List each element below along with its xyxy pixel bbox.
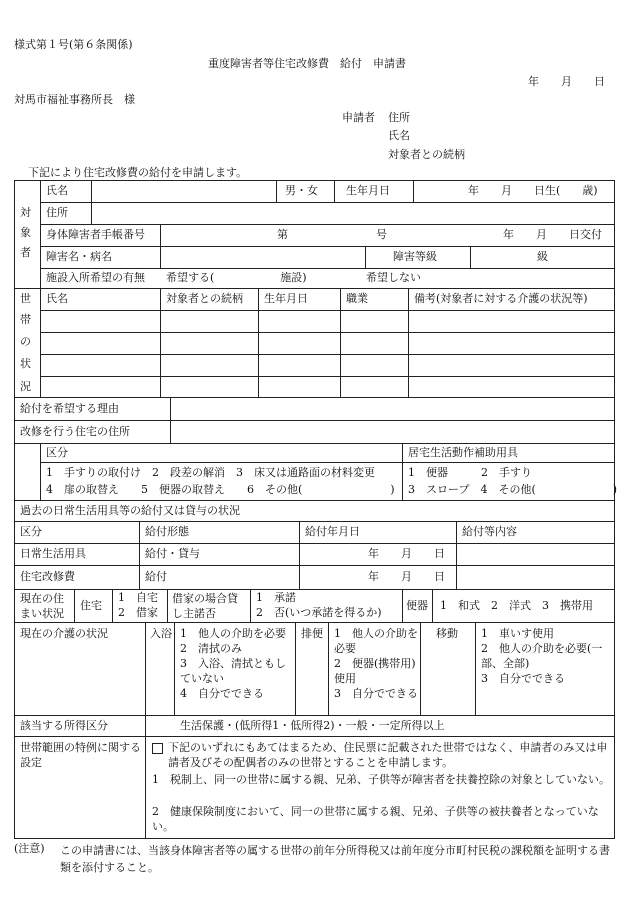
- household-header-birth: 生年月日: [264, 292, 308, 305]
- toilet-label: 便器: [406, 599, 428, 612]
- past-row-1-category: 日常生活用具: [20, 547, 86, 560]
- living-label: 現在の住まい状況: [20, 592, 64, 620]
- landlord-label: 借家の場合貸し主諾否: [172, 592, 238, 620]
- bath-option-2[interactable]: 2 清拭のみ: [180, 642, 242, 655]
- category-options-line1[interactable]: 1 手すりの取付け 2 段差の解消 3 床又は通路面の材料変更: [46, 466, 375, 479]
- issue-date-field[interactable]: 年 月 日交付: [503, 228, 602, 241]
- subject-name-label: 氏名: [46, 184, 68, 197]
- household-header-name: 氏名: [46, 292, 68, 305]
- category-label: 区分: [46, 446, 68, 459]
- category-options-line2[interactable]: 4 扉の取替え 5 便器の取替え 6 その他( ): [46, 483, 395, 496]
- birth-label: 生年月日: [346, 184, 390, 197]
- bath-option-4[interactable]: 4 自分でできる: [180, 687, 264, 700]
- past-header-content: 給付等内容: [462, 525, 517, 538]
- past-row-2-date[interactable]: 年 月 日: [368, 570, 445, 583]
- applicant-label: 申請者: [342, 111, 375, 124]
- disability-name-label: 障害名・病名: [46, 250, 112, 263]
- subject-name-input[interactable]: [93, 181, 275, 201]
- living-own[interactable]: 1 自宅: [118, 591, 158, 604]
- income-options[interactable]: 生活保護・(低所得1・低所得2)・一般・一定所得以上: [180, 719, 445, 732]
- excretion-option-1[interactable]: 1 他人の介助を必要: [334, 627, 418, 655]
- household-side-5: 況: [20, 380, 31, 393]
- facility-wish-yes[interactable]: 希望する( 施設): [166, 271, 307, 284]
- application-date[interactable]: 年 月 日: [528, 75, 605, 88]
- page-title: 重度障害者等住宅改修費 給付 申請書: [208, 57, 406, 70]
- move-option-2[interactable]: 2 他人の介助を必要(一部、全部): [481, 642, 603, 670]
- reason-label: 給付を希望する理由: [20, 402, 119, 415]
- past-benefits-title: 過去の日常生活用具等の給付又は貸与の状況: [20, 504, 240, 517]
- bath-option-1[interactable]: 1 他人の介助を必要: [180, 627, 286, 640]
- landlord-refuse[interactable]: 2 否(いつ承諾を得るか): [256, 606, 382, 619]
- past-row-1-form[interactable]: 給付・貸与: [145, 547, 200, 560]
- household-side-3: の: [20, 335, 31, 348]
- move-label: 移動: [436, 627, 458, 640]
- excretion-option-2[interactable]: 2 便器(携帯用)使用: [334, 657, 416, 685]
- subject-side-2: 象: [20, 226, 31, 239]
- renovation-address-label: 改修を行う住宅の住所: [20, 425, 130, 438]
- aid-label: 居宅生活動作補助用具: [408, 446, 518, 459]
- household-side-4: 状: [20, 357, 31, 370]
- form-number: 様式第１号(第６条関係): [14, 38, 133, 51]
- move-option-3[interactable]: 3 自分でできる: [481, 672, 565, 685]
- special-checkbox[interactable]: [152, 743, 163, 754]
- subject-side-1: 対: [20, 206, 31, 219]
- excretion-label: 排便: [301, 627, 323, 640]
- household-header-notes: 備考(対象者に対する介護の状況等): [414, 292, 588, 305]
- living-rent[interactable]: 2 借家: [118, 606, 158, 619]
- renovation-address-input[interactable]: [172, 421, 612, 441]
- reason-input[interactable]: [172, 398, 612, 418]
- handbook-number-field[interactable]: 第 号: [277, 228, 387, 241]
- past-header-category: 区分: [20, 525, 42, 538]
- applicant-relation-label[interactable]: 対象者との続柄: [388, 148, 465, 161]
- bath-label: 入浴: [150, 627, 172, 640]
- past-row-1-date[interactable]: 年 月 日: [368, 547, 445, 560]
- excretion-option-3[interactable]: 3 自分でできる: [334, 687, 418, 700]
- applicant-name-label[interactable]: 氏名: [388, 129, 410, 142]
- sex-select[interactable]: 男・女: [285, 184, 318, 197]
- facility-wish-no[interactable]: 希望しない: [366, 271, 421, 284]
- subject-address-input[interactable]: [93, 203, 613, 223]
- applicant-address-label[interactable]: 住所: [388, 111, 410, 124]
- birth-date-field[interactable]: 年 月 日生( 歳): [468, 184, 598, 197]
- special-main-text: 下記のいずれにもあてはまるため、住民票に記載された世帯ではなく、申請者のみ又は申請者及びその配偶者のみの世帯とすることを申請します。: [168, 741, 608, 769]
- income-label: 該当する所得区分: [20, 719, 108, 732]
- toilet-types[interactable]: 1 和式 2 洋式 3 携帯用: [440, 599, 593, 612]
- handbook-label: 身体障害者手帳番号: [46, 228, 145, 241]
- household-side-1: 世: [20, 292, 31, 305]
- past-row-2-form[interactable]: 給付: [145, 570, 167, 583]
- special-item-1: 1 税制上、同一の世帯に属する親、兄弟、子供等が障害者を扶養控除の対象としていない。: [152, 773, 610, 786]
- note-text: この申請書には、当該身体障害者等の属する世帯の前年分所得税又は前年度分市町村民税の課税額を証明する書類を添付すること。: [60, 844, 610, 874]
- intro-text: 下記により住宅改修費の給付を申請します。: [28, 166, 248, 179]
- addressee: 対馬市福祉事務所長 様: [14, 93, 135, 106]
- special-item-2: 2 健康保険制度において、同一の世帯に属する親、兄弟、子供等の被扶養者となっていない。: [152, 805, 599, 833]
- past-header-date: 給付年月日: [305, 525, 360, 538]
- household-side-2: 帯: [20, 313, 31, 326]
- facility-wish-label: 施設入所希望の有無: [46, 271, 145, 284]
- past-header-form: 給付形態: [145, 525, 189, 538]
- subject-address-label: 住所: [46, 206, 68, 219]
- aid-options-line1[interactable]: 1 便器 2 手すり: [408, 466, 532, 479]
- disability-grade-label: 障害等級: [393, 250, 437, 263]
- landlord-consent[interactable]: 1 承諾: [256, 591, 296, 604]
- living-house-label: 住宅: [80, 599, 102, 612]
- household-header-job: 職業: [346, 292, 368, 305]
- move-option-1[interactable]: 1 車いす使用: [481, 627, 554, 640]
- bath-option-3[interactable]: 3 入浴、清拭ともしていない: [180, 657, 286, 685]
- special-label: 世帯範囲の特例に関する設定: [20, 741, 141, 769]
- subject-side-3: 者: [20, 246, 31, 259]
- disability-grade-field[interactable]: 級: [537, 250, 548, 263]
- care-label: 現在の介護の状況: [20, 627, 108, 640]
- aid-options-line2[interactable]: 3 スロープ 4 その他( ): [408, 483, 618, 496]
- household-header-relation: 対象者との続柄: [166, 292, 243, 305]
- note-label: (注意): [14, 842, 45, 855]
- past-row-2-category: 住宅改修費: [20, 570, 75, 583]
